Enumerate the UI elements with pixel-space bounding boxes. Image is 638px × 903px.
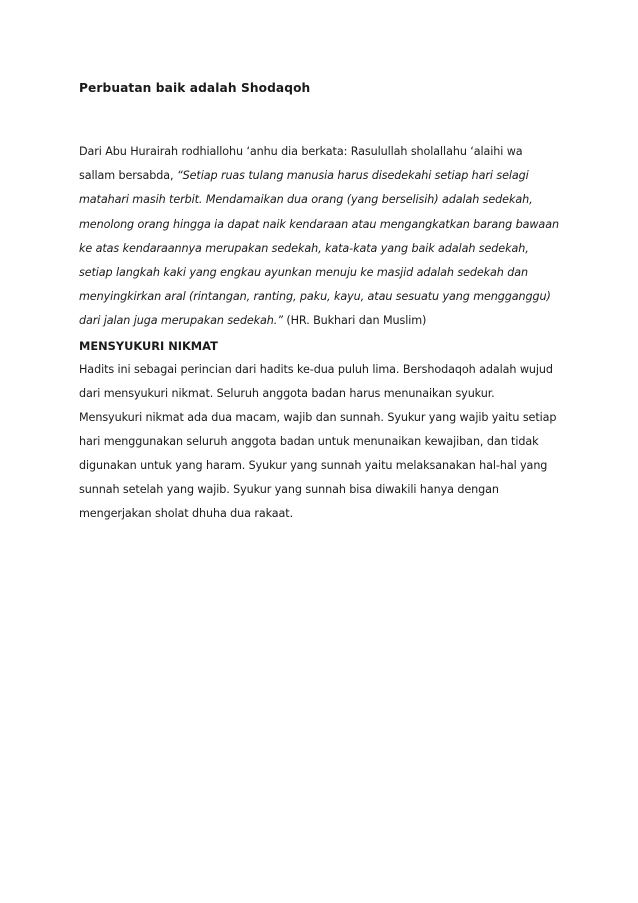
section-body: Hadits ini sebagai perincian dari hadits ke-dua puluh lima. Bershodaqoh adalah wujud dari mensyukuri nikmat. Seluruh anggota badan harus menunaikan syukur. Mensyukuri nikmat ada dua macam, wajib dan sunnah. Syukur yang wajib yaitu setiap hari menggunakan seluruh anggota badan untuk menunaikan kewajiban, dan tidak digunakan untuk yang haram. Syukur yang sunnah yaitu melaksanakan hal-hal yang sunnah setelah yang wajib. Syukur yang sunnah bisa diwakili hanya dengan mengerjakan sholat dhuha dua rakaat. [79,362,557,520]
hadith-paragraph [79,140,561,334]
section-heading: MENSYUKURI NIKMAT [79,338,218,353]
document-title: Perbuatan baik adalah Shodaqoh [79,81,311,95]
hadith-source: (HR. Bukhari dan Muslim) [282,314,427,328]
hadith-quote: “Setiap ruas tulang manusia harus disedekahi setiap hari selagi matahari masih terbit. Mendamaikan dua orang (yang berselisih) adalah sedekah, menolong orang hingga ia dapat naik kendaraan atau mengangkatkan barang bawaan ke atas kendaraannya merupakan sedekah, kata-kata yang baik adalah sedekah, setiap langkah kaki yang engkau ayunkan menuju ke masjid adalah sedekah dan menyingkirkan aral (rintangan, ranting, paku, kayu, atau sesuatu yang mengganggu) dari jalan juga merupakan sedekah.” [79,169,559,328]
document-content [79,80,561,526]
hadith-lead-text: Dari Abu Hurairah rodhiallohu ‘anhu dia berkata: Rasulullah sholallahu ‘alaihi wa sallam bersabda, [79,145,523,183]
